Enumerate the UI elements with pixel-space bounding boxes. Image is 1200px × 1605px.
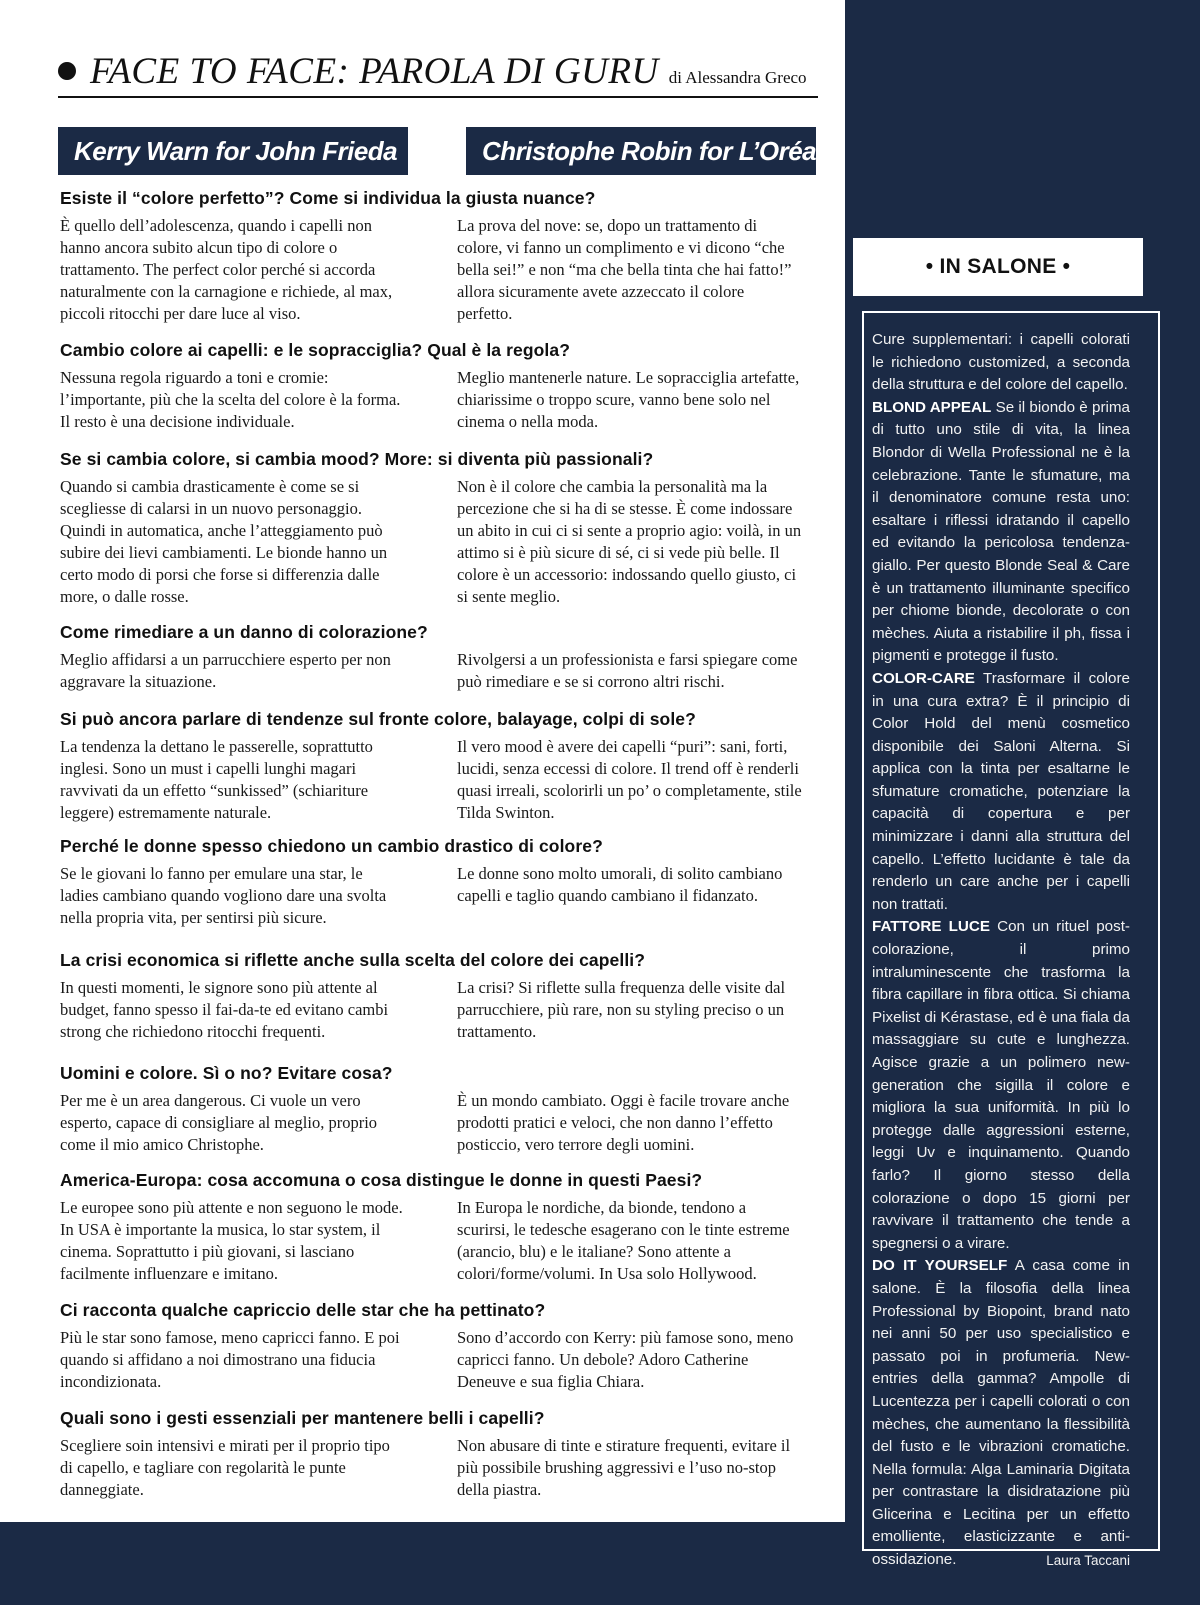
qa-block: [60, 449, 830, 608]
bottom-border: [0, 1522, 845, 1605]
qa-block: [60, 1300, 830, 1393]
sidebar-section: [872, 916, 1130, 1255]
sidebar-signature: Laura Taccani: [1046, 1553, 1130, 1569]
qa-block: [60, 622, 830, 693]
article-header: [58, 50, 818, 98]
answer-left: Meglio affidarsi a un parrucchiere esperto per non aggravare la situazione.: [60, 650, 391, 691]
sidebar-section-text: Trasformare il colore in una cura extra? È il principio di Color Hold del menù cosmetico disponibile dei Saloni Alterna. Si applica con la tinta per esaltarne le sfumature cromatiche, potenziare la capacità di copertura e per minimizzare i danni alla struttura del capello. L’effetto lucidante è tale da renderlo un care anche per i capelli non trattati.: [872, 669, 1130, 913]
qa-block: [60, 188, 830, 325]
answer-right: È un mondo cambiato. Oggi è facile trovare anche prodotti pratici e veloci, che non danno l’effetto posticcio, vero terrore degli uomini.: [457, 1091, 790, 1154]
sidebar-keyword: FATTORE LUCE: [872, 918, 990, 936]
expert-left-tag: Kerry Warn for John Frieda: [58, 127, 408, 175]
question: Quali sono i gesti essenziali per mantenere belli i capelli?: [60, 1408, 545, 1428]
sidebar-keyword: BLOND APPEAL: [872, 398, 992, 416]
question: Cambio colore ai capelli: e le sopracciglia? Qual è la regola?: [60, 340, 570, 360]
answer-left: Quando si cambia drasticamente è come se si scegliesse di calarsi in un nuovo personaggio. Quindi in automatica, anche l’atteggiamento può subire dei lievi cambiamenti. Le bionde hanno un certo modo di porsi che forse si differenzia dalle more, o dalle rosse.: [60, 477, 388, 606]
question: La crisi economica si riflette anche sulla scelta del colore dei capelli?: [60, 950, 646, 970]
sidebar-section-text: A casa come in salone. È la filosofia della linea Professional by Biopoint, brand nato nei anni 50 per uso specialistico e passato poi in profumeria. New-entries della gamma? Ampolle di Lucentezza per i capelli colorati o con mèches, che aumentano la flessibilità del fusto e le vibrazioni cromatiche. Nella formula: Alga Laminaria Digitata per contrastare la disidratazione più Glicerina e Lecitina per un effetto emolliente, elasticizzante e anti-ossidazione.: [872, 1257, 1131, 1569]
answer-right: La prova del nove: se, dopo un trattamento di colore, vi fanno un complimento e vi dicono “che bella sei!” e non “ma che bella tinta che hai fatto!” allora sicuramente avete azzeccato il colore perfetto.: [457, 216, 792, 323]
article-byline: di Alessandra Greco: [668, 68, 807, 87]
answer-left: Le europee sono più attente e non seguono le mode. In USA è importante la musica, lo star system, il cinema. Soprattutto i più giovani, si lasciano facilmente influenzare e imitano.: [60, 1198, 403, 1283]
expert-right-tag: Christophe Robin for L’Oréal: [466, 127, 816, 175]
sidebar-section: [872, 668, 1130, 917]
answer-left: Se le giovani lo fanno per emulare una star, le ladies cambiano quando vogliono dare una svolta nella propria vita, per sentirsi più sicure.: [60, 864, 387, 927]
sidebar-section: [872, 1255, 1130, 1571]
qa-block: [60, 836, 830, 929]
sidebar-section-text: Con un rituel post-colorazione, il primo intraluminescente che trasforma la fibra capillare in fibra ottica. Si chiama Pixelist di Kérastase, ed è una fiala da massaggiare su cute e lunghezza. Agisce grazie a un polimero new-generation che sigilla il colore e migliora la sua uniformità. In più lo protegge dalle aggressioni esterne, leggi Uv e inquinamento. Quando farlo? Il giorno stesso della colorazione o dopo 15 giorni per ravvivare il trattamento che tende a spegnersi o a virare.: [872, 918, 1130, 1252]
answer-right: Non è il colore che cambia la personalità ma la percezione che si ha di se stesse. È come indossare un abito in cui ci si sente a proprio agio: voilà, in un attimo si è più sicure di sé, ci si vede più belle. Il colore è un accessorio: indossando quello giusto, ci si sente meglio.: [457, 477, 802, 606]
answer-left: Scegliere soin intensivi e mirati per il proprio tipo di capello, e tagliare con regolarità le punte danneggiate.: [60, 1436, 390, 1499]
sidebar-keyword: DO IT YOURSELF: [872, 1257, 1008, 1275]
qa-block: [60, 950, 830, 1043]
answer-right: In Europa le nordiche, da bionde, tendono a scurirsi, le tedesche esagerano con le tinte estreme (arancio, blu) e le italiane? Sono attente a colori/forme/volumi. In Usa solo Hollywood.: [457, 1198, 790, 1283]
answer-right: Sono d’accordo con Kerry: più famose sono, meno capricci fanno. Un debole? Adoro Catherine Deneuve e sua figlia Chiara.: [457, 1328, 794, 1391]
bullet-icon: [58, 62, 76, 80]
qa-block: [60, 1408, 830, 1501]
qa-block: [60, 709, 830, 824]
question: Se si cambia colore, si cambia mood? More: si diventa più passionali?: [60, 449, 654, 469]
qa-block: [60, 340, 830, 433]
answer-left: In questi momenti, le signore sono più attente al budget, fanno spesso il fai-da-te ed evitano cambi strong che richiedono ritocchi frequenti.: [60, 978, 389, 1041]
answer-right: Le donne sono molto umorali, di solito cambiano capelli e taglio quando cambiano il fidanzato.: [457, 864, 783, 905]
answer-left: Nessuna regola riguardo a toni e cromie: l’importante, più che la scelta del colore è la forma. Il resto è una decisione individuale.: [60, 368, 401, 431]
question: Perché le donne spesso chiedono un cambio drastico di colore?: [60, 836, 603, 856]
question: Ci racconta qualche capriccio delle star che ha pettinato?: [60, 1300, 546, 1320]
answer-right: Meglio mantenerle nature. Le sopracciglia artefatte, chiarissime o troppo scure, vanno bene solo nel cinema o nella moda.: [457, 368, 800, 431]
question: Come rimediare a un danno di colorazione?: [60, 622, 428, 642]
sidebar-text: [872, 329, 1130, 1573]
sidebar-section-text: Se il biondo è prima di tutto uno stile di vita, la linea Blondor di Wella Professional ne è la celebrazione. Tante le sfumature, ma il denominatore comune resta uno: esaltare i riflessi idratando il capello ed evitando la pericolosa tendenza-giallo. Per questo Blonde Seal & Care è un trattamento illuminante specifico per chiome bionde, decolorate o con mèches. Aiuta a ristabilire il ph, fissa i pigmenti e protegge il fusto.: [872, 398, 1130, 665]
question: America-Europa: cosa accomuna o cosa distingue le donne in questi Paesi?: [60, 1170, 703, 1190]
answer-left: La tendenza la dettano le passerelle, soprattutto inglesi. Sono un must i capelli lunghi magari ravvivati da un effetto “sunkissed” (schiariture leggere) estremamente naturale.: [60, 737, 373, 822]
answer-left: Più le star sono famose, meno capricci fanno. E poi quando si affidano a noi dimostrano una fiducia incondizionata.: [60, 1328, 400, 1391]
question: Esiste il “colore perfetto”? Come si individua la giusta nuance?: [60, 188, 596, 208]
answer-right: Rivolgersi a un professionista e farsi spiegare come può rimediare e se si corrono altri rischi.: [457, 650, 798, 691]
article-title: FACE TO FACE: PAROLA DI GURU: [90, 51, 659, 92]
answer-right: Non abusare di tinte e stirature frequenti, evitare il più possibile brushing aggressivi e l’uso no-stop della piastra.: [457, 1436, 791, 1499]
qa-block: [60, 1170, 830, 1285]
question: Si può ancora parlare di tendenze sul fronte colore, balayage, colpi di sole?: [60, 709, 696, 729]
sidebar-keyword: COLOR-CARE: [872, 669, 975, 687]
question: Uomini e colore. Sì o no? Evitare cosa?: [60, 1063, 393, 1083]
answer-left: Per me è un area dangerous. Ci vuole un vero esperto, capace di consigliare al meglio, proprio come il mio amico Christophe.: [60, 1091, 378, 1154]
answer-right: La crisi? Si riflette sulla frequenza delle visite dal parrucchiere, più rare, non su styling preciso o un trattamento.: [457, 978, 786, 1041]
sidebar-title: • IN SALONE •: [853, 238, 1143, 296]
answer-right: Il vero mood è avere dei capelli “puri”: sani, forti, lucidi, senza eccessi di colore. Il trend off è renderli quasi irreali, scolorirli un po’ o completamente, stile Tilda Swinton.: [457, 737, 802, 822]
answer-left: È quello dell’adolescenza, quando i capelli non hanno ancora subito alcun tipo di colore o trattamento. The perfect color perché si accorda naturalmente con la carnagione e richiede, al max, piccoli ritocchi per dare luce al viso.: [60, 216, 393, 323]
qa-block: [60, 1063, 830, 1156]
sidebar-intro: Cure supplementari: i capelli colorati le richiedono customized, a seconda della struttura e del colore del capello.: [872, 331, 1130, 394]
sidebar-section: [872, 397, 1130, 668]
